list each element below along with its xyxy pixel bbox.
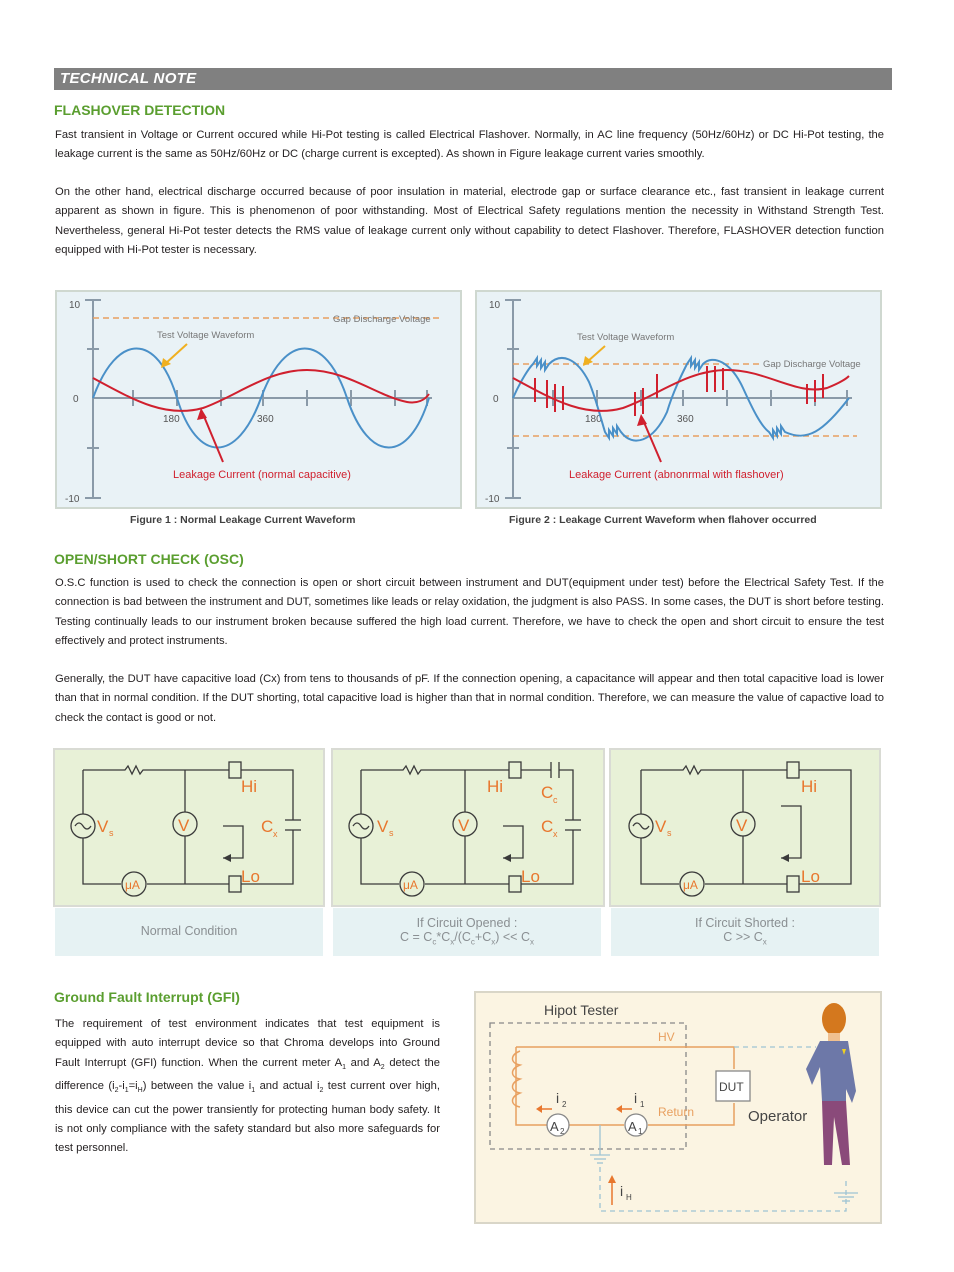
gfi-diagram-svg <box>476 993 880 1222</box>
ua-label: μA <box>403 878 418 892</box>
f2-gap-label: Gap Discharge Voltage <box>763 359 861 370</box>
gfi-text-g: and actual i <box>255 1080 320 1093</box>
flashover-para-1: Fast transient in Voltage or Current occured while Hi-Pot testing is called Electrical Flashover. Normally, in AC line frequency (50Hz/60Hz) or DC Hi-Pot testing, the leakage current is the same as 50Hz/60Hz or DC (charge current is excepted). As shown in Figure leakage current varies smoothly. <box>55 129 884 161</box>
f1-leak-arrow <box>203 414 223 462</box>
ua-label: μA <box>125 878 140 892</box>
f1-leakage-wave <box>93 370 429 411</box>
hi-label: Hi <box>801 777 818 796</box>
vs-label: V <box>655 817 667 836</box>
hi-label: Hi <box>487 777 504 796</box>
f1-tick-360: 360 <box>257 414 274 425</box>
figure-1-caption: Figure 1 : Normal Leakage Current Waveform <box>130 514 356 526</box>
a2-label: A <box>550 1119 559 1134</box>
f2-leak-label: Leakage Current (abnonrmal with flashover) <box>569 469 784 481</box>
cx-sub: x <box>273 829 278 839</box>
v-label: V <box>178 816 190 835</box>
f1-ytop: 10 <box>69 300 81 311</box>
osc-para-1: O.S.C function is used to check the connection is open or short circuit between instrument and DUT(equipment under test) before the Electrical Safety Test. If the connection is bad between the instrument and DUT, sometimes like leads or relay oxidation, the judgment is also PASS. In some cases, the DUT is short before testing. Testing continually leads to our instrument broken because suffered the high load current. Therefore, we have to check the open and short circuit to ensure the test effectively and protect instruments. <box>55 577 884 647</box>
operator-figure-icon <box>806 1003 856 1165</box>
figure-1 <box>55 290 462 509</box>
osc-heading: OPEN/SHORT CHECK (OSC) <box>54 551 244 567</box>
lo-label: Lo <box>801 867 820 886</box>
gfi-text-b: and A <box>345 1056 381 1069</box>
tester-label: Hipot Tester <box>544 1002 619 1018</box>
gfi-para: The requirement of test environment indicates that test equipment is equipped with auto interrupt device so that Chroma develops into Ground Fault Interrupt (GFI) function. When the current meter $A_1$ and $A_2$ detect the difference $(i_2-i_1=i_H)$ between the value $i_1$ and actual $i_2$ test current over high, this device can cut the power transiently for protecting human body safety. It is not only compliance with the safety standard but also more safeguards for test personnel. <box>55 1018 440 1155</box>
cc-label: C <box>541 783 554 802</box>
osc-caption-opened <box>333 908 601 956</box>
f1-gap-label: Gap Discharge Voltage <box>333 314 431 325</box>
i2-label: i <box>556 1090 560 1106</box>
banner-title: TECHNICAL NOTE <box>60 70 197 87</box>
osc-caption-normal <box>55 908 323 956</box>
f1-yzero: 0 <box>73 394 79 405</box>
flashover-para-2: On the other hand, electrical discharge occurred because of poor insulation in material, electrode gap or surface clearance etc., fast transient in leakage current apparent as shown in figure. This is phenomenon of poor withstanding. Most of Electrical Safety regulations mention the necessity in Withstand Strength Test. Nevertheless, general Hi-Pot tester detects the RMS value of leakage current only without capability to detect Flashover. Therefore, FLASHOVER detection function equipped with Hi-Pot tester is necessary. <box>55 186 884 256</box>
osc-panel-opened <box>331 748 605 907</box>
section-banner <box>54 68 892 90</box>
f2-leak-arrowhead <box>637 414 647 426</box>
f1-leak-label: Leakage Current (normal capacitive) <box>173 469 351 481</box>
ih-label: i <box>620 1183 624 1199</box>
hi-label: Hi <box>241 777 258 796</box>
v-label: V <box>458 816 470 835</box>
osc-panel-shorted <box>609 748 881 907</box>
caption-shorted-formula: C >> C <box>723 930 763 944</box>
tester-box <box>490 1023 686 1149</box>
cc-sub: c <box>553 795 558 805</box>
caption-opened-formula: C = C <box>400 930 433 944</box>
gfi-text-f: ) between the value i <box>142 1080 252 1093</box>
osc-caption-shorted <box>611 908 879 956</box>
f2-tick-180: 180 <box>585 414 602 425</box>
a1-sub: 1 <box>638 1127 643 1136</box>
vs-sub: s <box>109 828 114 838</box>
cx-label: C <box>261 817 274 836</box>
f2-yzero: 0 <box>493 394 499 405</box>
a1-label: A <box>628 1119 637 1134</box>
f2-ytop: 10 <box>489 300 501 311</box>
vs-sub: s <box>667 828 672 838</box>
gfi-heading: Ground Fault Interrupt (GFI) <box>54 989 240 1005</box>
f1-wave-label: Test Voltage Waveform <box>157 330 255 341</box>
f2-ybottom: -10 <box>485 494 500 505</box>
vs-label: V <box>97 817 109 836</box>
i1-label: i <box>634 1090 638 1106</box>
osc-circuit-shorted <box>611 750 879 905</box>
v-label: V <box>736 816 748 835</box>
gfi-text-h: test current over high, this device can cut the power transiently for protecting human body safety. It is not only compliance with the safety standard but also more safeguards for test personnel. <box>55 1080 440 1155</box>
ih-sub: H <box>626 1193 632 1202</box>
caption-opened-line2: $C = C_c*C_x/(C_c+C_x) << C_x$ <box>400 930 534 947</box>
gfi-diagram <box>474 991 882 1224</box>
f2-wave-label: Test Voltage Waveform <box>577 332 675 343</box>
osc-circuit-normal <box>55 750 323 905</box>
caption-normal-text: Normal Condition <box>140 924 238 938</box>
gfi-text-c: detect the difference (i <box>55 1056 440 1093</box>
gfi-text-a: The requirement of test environment indicates that test equipment is equipped with auto interrupt device so that Chroma develops into Ground Fault Interrupt (GFI) function. When the current meter A <box>55 1018 440 1069</box>
lo-label: Lo <box>241 867 260 886</box>
lo-label: Lo <box>521 867 540 886</box>
figure-2-plot <box>477 292 880 507</box>
figure-2-caption: Figure 2 : Leakage Current Waveform when flahover occurred <box>509 514 817 526</box>
ground-icon <box>590 1155 610 1163</box>
caption-opened-line1: If Circuit Opened : <box>416 916 518 930</box>
operator-label: Operator <box>748 1108 808 1125</box>
figure-2 <box>475 290 882 509</box>
dut-label: DUT <box>719 1080 744 1094</box>
a2-sub: 2 <box>560 1127 565 1136</box>
f1-tick-180: 180 <box>163 414 180 425</box>
osc-circuit-opened <box>333 750 603 905</box>
ua-label: μA <box>683 878 698 892</box>
i2-sub: 2 <box>562 1100 567 1109</box>
f1-ybottom: -10 <box>65 494 80 505</box>
vs-sub: s <box>389 828 394 838</box>
vs-label: V <box>377 817 389 836</box>
osc-para-2: Generally, the DUT have capacitive load (Cx) from tens to thousands of pF. If the connection opening, a capacitance will appear and then total capacitive load is lower than that in normal condition. If the DUT shorting, total capacitive load is higher than that in normal condition. Therefore, we can measure the value of capactive load to check the contact is good or not. <box>55 673 884 724</box>
osc-panel-normal <box>53 748 325 907</box>
return-label: Return <box>658 1105 695 1119</box>
caption-shorted-line2: $C >> C_x$ <box>723 930 767 947</box>
figure-1-plot <box>57 292 460 507</box>
cx-sub: x <box>553 829 558 839</box>
hv-label: HV <box>658 1030 675 1044</box>
i1-sub: 1 <box>640 1100 645 1109</box>
f1-wave-arrow <box>165 344 187 364</box>
flashover-heading: FLASHOVER DETECTION <box>54 102 226 118</box>
gfi-text-e: =i <box>128 1080 138 1093</box>
caption-shorted-line1: If Circuit Shorted : <box>694 916 796 930</box>
gfi-text-d: -i <box>118 1080 125 1093</box>
f2-tick-360: 360 <box>677 414 694 425</box>
cx-label: C <box>541 817 554 836</box>
